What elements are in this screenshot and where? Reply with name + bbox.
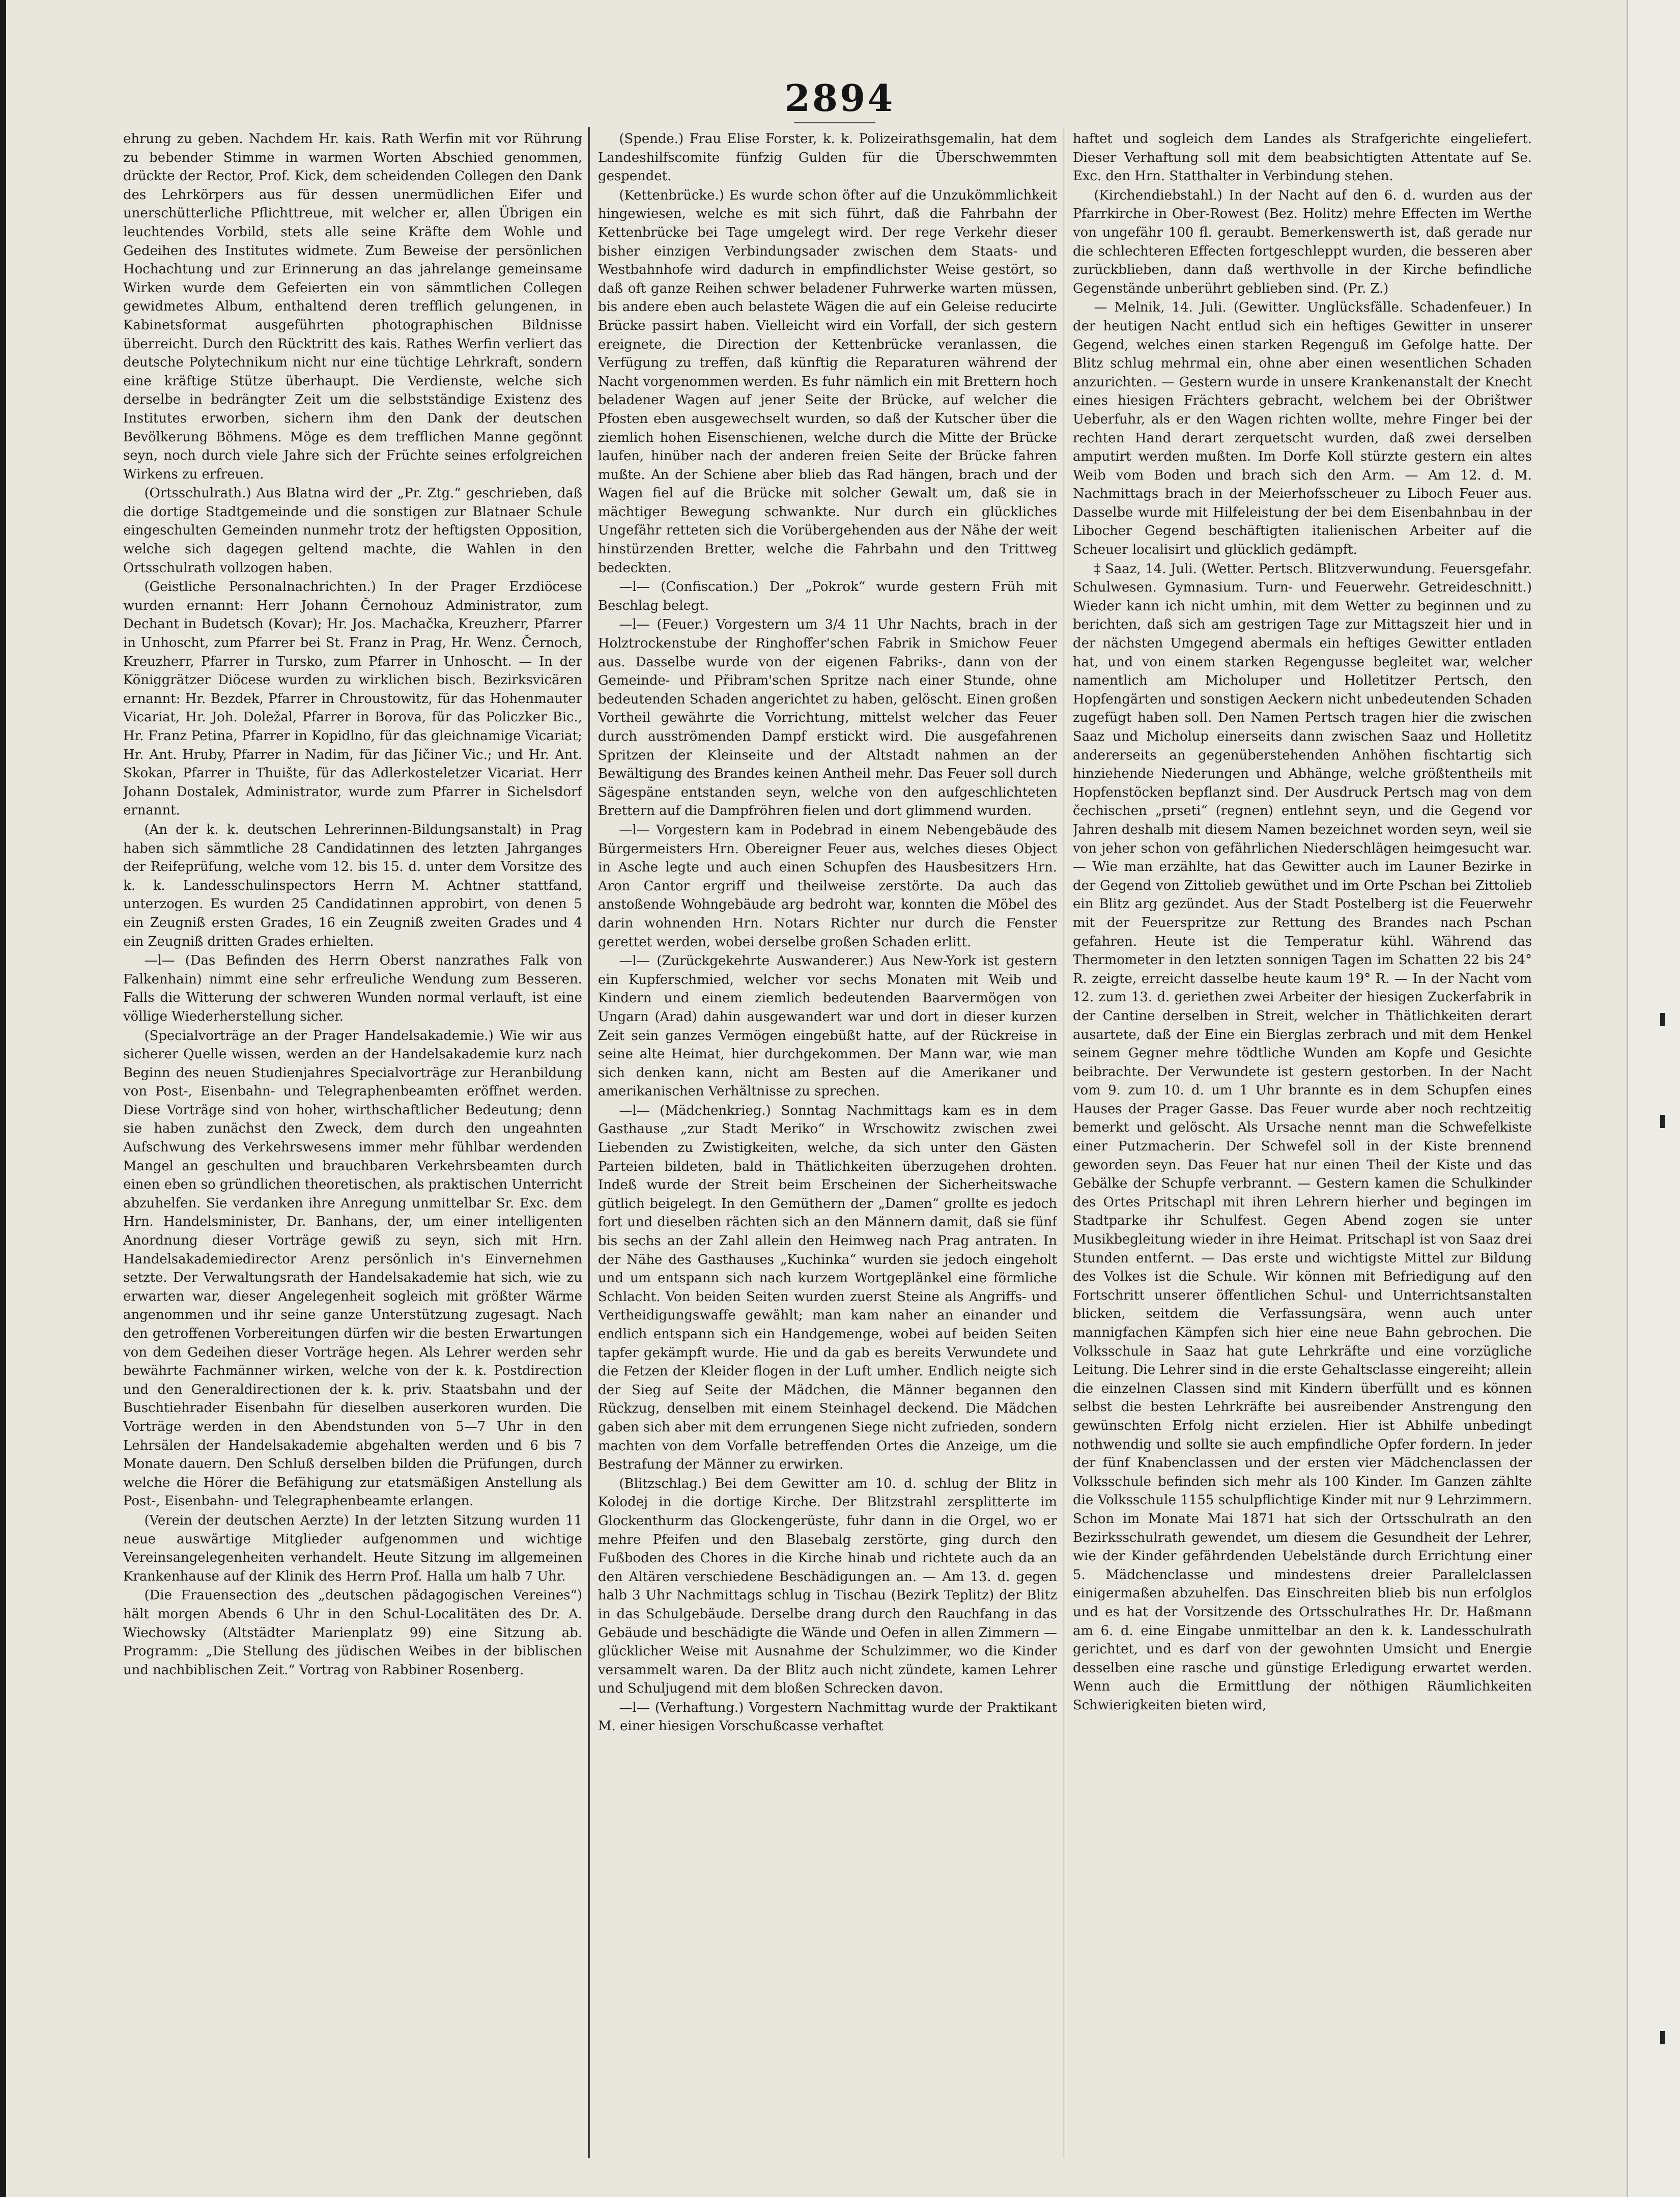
- article-paragraph: —l— (Mädchenkrieg.) Sonntag Nachmittags kam es in dem Gasthause „zur Stadt Meriko“ in Wrschowitz zwischen zwei Liebenden zu Zwistigkeiten, welche, da sich unter den Gästen Parteien bildeten, bald in Thätlichkeiten überzugehen drohten. Indeß wurde der Streit beim Erscheinen der Sicherheitswache gütlich beigelegt. In den Gemüthern der „Damen“ grollte es jedoch fort und dieselben rächten sich an den Männern damit, daß sie fünf bis sechs an der Zahl allein den Heimweg nach Prag antraten. In der Nähe des Gasthauses „Kuchinka“ wurden sie jedoch eingeholt und um entspann sich nach kurzem Wortgeplänkel eine förmliche Schlacht. Von beiden Seiten wurden zuerst Steine als Angriffs- und Vertheidigungswaffe gewählt; man kam naher an einander und endlich entspann sich ein Handgemenge, wobei auf beiden Seiten tapfer gekämpft wurde. Hie und da gab es bereits Verwundete und die Fetzen der Kleider flogen in der Luft umher. Endlich neigte sich der Sieg auf Seite der Mädchen, die Männer begannen den Rückzug, denselben mit einem Steinhagel deckend. Die Mädchen gaben sich aber mit dem errungenen Siege nicht zufrieden, sondern machten von dem Vorfalle betreffenden Ortes die Anzeige, um die Bestrafung der Männer zu erwirken.: [598, 1103, 1057, 1473]
- column-divider: [1064, 127, 1065, 2158]
- article-paragraph: —l— Vorgestern kam in Podebrad in einem Nebengebäude des Bürgermeisters Hrn. Obereigner Feuer aus, welches dieses Object in Asche legte und auch einen Schupfen des Hausbesitzers Hrn. Aron Cantor ergriff und theilweise zerstörte. Da auch das anstoßende Wohngebäude arg bedroht war, konnten die Möbel des darin wohnenden Hrn. Notars Richter nur durch die Fenster gerettet werden, wobei derselbe großen Schaden erlitt.: [598, 822, 1057, 950]
- article-paragraph: —l— (Verhaftung.) Vorgestern Nachmittag wurde der Praktikant M. einer hiesigen Vorschußcasse verhaftet: [598, 1700, 1057, 1734]
- article-paragraph: — Melnik, 14. Juli. (Gewitter. Unglücksfälle. Schadenfeuer.) In der heutigen Nacht entlud sich ein heftiges Gewitter in unserer Gegend, welches einen starken Regenguß im Gefolge hatte. Der Blitz schlug mehrmal ein, ohne aber einen wesentlichen Schaden anzurichten. — Gestern wurde in unsere Krankenanstalt der Knecht eines hiesigen Frächters gebracht, welchem bei der Obrištwer Ueberfuhr, als er den Wagen richten wollte, mehre Finger bei der rechten Hand derart zerquetscht wurden, daß zwei derselben amputirt werden mußten. Im Dorfe Koll stürzte gestern ein altes Weib vom Boden und brach sich den Arm. — Am 12. d. M. Nachmittags brach in der Meierhofsscheuer zu Liboch Feuer aus. Dasselbe wurde mit Hilfeleistung der bei dem Eisenbahnbau in der Libocher Gegend beschäftigten italienischen Arbeiter auf die Scheuer localisirt und glücklich gedämpft.: [1073, 300, 1532, 558]
- edge-mark: [1660, 1013, 1665, 1026]
- article-paragraph: (An der k. k. deutschen Lehrerinnen-Bildungsanstalt) in Prag haben sich sämmtliche 28 Candidatinnen des letzten Jahrganges der Reifeprüfung, welche vom 12. bis 15. d. unter dem Vorsitze des k. k. Landesschulinspectors Herrn M. Achtner stattfand, unterzogen. Es wurden 25 Candidatinnen approbirt, von denen 5 ein Zeugniß ersten Grades, 16 ein Zeugniß zweiten Grades und 4 ein Zeugniß dritten Grades erhielten.: [123, 822, 582, 949]
- column-2: [598, 130, 1057, 2156]
- article-paragraph: —l— (Confiscation.) Der „Pokrok“ wurde gestern Früh mit Beschlag belegt.: [598, 579, 1057, 613]
- article-paragraph: haftet und sogleich dem Landes als Strafgerichte eingeliefert. Dieser Verhaftung soll mit dem beabsichtigten Attentate auf Se. Exc. den Hrn. Statthalter in Verbindung stehen.: [1073, 131, 1532, 184]
- page-number-underline: [794, 118, 875, 124]
- page-number: 2894: [784, 76, 895, 120]
- article-paragraph: (Blitzschlag.) Bei dem Gewitter am 10. d. schlug der Blitz in Kolodej in die dortige Kirche. Der Blitzstrahl zersplitterte im Glockenthurm das Glockengerüste, fuhr dann in die Orgel, wo er mehre Pfeifen und den Blasebalg zerstörte, ging durch den Fußboden des Chores in die Kirche hinab und richtete auch da an den Altären verschiedene Beschädigungen an. — Am 13. d. gegen halb 3 Uhr Nachmittags schlug in Tischau (Bezirk Teplitz) der Blitz in das Schulgebäude. Derselbe drang durch den Rauchfang in das Gebäude und beschädigte die Wände und Oefen in allen Zimmern — glücklicher Weise mit Ausnahme der Schulzimmer, wo die Kinder versammelt waren. Da der Blitz auch nicht zündete, kamen Lehrer und Schuljugend mit dem bloßen Schrecken davon.: [598, 1476, 1057, 1697]
- article-paragraph: (Verein der deutschen Aerzte) In der letzten Sitzung wurden 11 neue auswärtige Mitglieder aufgenommen und wichtige Vereinsangelegenheiten verhandelt. Heute Sitzung im allgemeinen Krankenhause auf der Klinik des Herrn Prof. Halla um halb 7 Uhr.: [123, 1512, 582, 1584]
- column-1: [123, 130, 582, 2156]
- article-paragraph: (Spende.) Frau Elise Forster, k. k. Polizeirathsgemalin, hat dem Landeshilfscomite fünfzig Gulden für die Überschwemmten gespendet.: [598, 131, 1057, 184]
- article-paragraph: (Geistliche Personalnachrichten.) In der Prager Erzdiöcese wurden ernannt: Herr Johann Černohouz Administrator, zum Dechant in Budetsch (Kovar); Hr. Jos. Machačka, Kreuzherr, Pfarrer in Unhoscht, zum Pfarrer bei St. Franz in Prag, Hr. Wenz. Černoch, Kreuzherr, Pfarrer in Tursko, zum Pfarrer in Unhoscht. — In der Königgrätzer Diöcese wurden zu wirklichen bisch. Bezirksvicären ernannt: Hr. Bezdek, Pfarrer in Chroustowitz, für das Hohenmauter Vicariat, Hr. Joh. Doležal, Pfarrer in Borova, für das Policzker Bic., Hr. Franz Petina, Pfarrer in Kopidlno, für das gleichnamige Vicariat; Hr. Ant. Hruby, Pfarrer in Nadim, für das Jičiner Vic.; und Hr. Ant. Skokan, Pfarrer in Thuište, für das Adlerkosteletzer Vicariat. Herr Johann Dostalek, Administrator, wurde zum Pfarrer in Sichelsdorf ernannt.: [123, 579, 582, 819]
- article-paragraph: (Ortsschulrath.) Aus Blatna wird der „Pr. Ztg.“ geschrieben, daß die dortige Stadtgemeinde und die sonstigen zur Blatnaer Schule eingeschulten Gemeinden nunmehr trotz der heftigsten Opposition, welche sich dagegen geltend machte, die Wahlen in den Ortsschulrath vollzogen haben.: [123, 486, 582, 576]
- article-paragraph: —l— (Das Befinden des Herrn Oberst nanzrathes Falk von Falkenhain) nimmt eine sehr erfreuliche Wendung zum Besseren. Falls die Witterung der schweren Wunden normal verlauft, ist eine völlige Wiederherstellung sicher.: [123, 953, 582, 1024]
- article-paragraph: ehrung zu geben. Nachdem Hr. kais. Rath Werfin mit vor Rührung zu bebender Stimme in warmen Worten Abschied genommen, drückte der Rector, Prof. Kick, dem scheidenden Collegen den Dank des Lehrkörpers aus für dessen unermüdlichen Eifer und unerschütterliche Pflichttreue, mit welcher er, allen Übrigen ein leuchtendes Vorbild, stets alle seine Kräfte dem Wohle und Gedeihen des Institutes widmete. Zum Beweise der persönlichen Hochachtung und zur Erinnerung an das jahrelange gemeinsame Wirken wurde dem Gefeierten ein von sämmtlichen Collegen gewidmetes Album, enthaltend deren trefflich gelungenen, in Kabinetsformat ausgeführten photographischen Bildnisse überreicht. Durch den Rücktritt des kais. Rathes Werfin verliert das deutsche Polytechnikum nicht nur eine tüchtige Lehrkraft, sondern eine kräftige Stütze überhaupt. Die Verdienste, welche sich derselbe in bedrängter Zeit um die selbstständige Existenz des Institutes erworben, sichern ihm den Dank der deutschen Bevölkerung Böhmens. Möge es dem trefflichen Manne gegönnt seyn, noch durch viele Jahre sich der Früchte seines erfolgreichen Wirkens zu erfreuen.: [123, 131, 582, 482]
- article-paragraph: —l— (Feuer.) Vorgestern um 3/4 11 Uhr Nachts, brach in der Holztrockenstube der Ringhoffer'schen Fabrik in Smichow Feuer aus. Dasselbe wurde von der eigenen Fabriks-, dann von der Gemeinde- und Přibram'schen Spritze nach einer Stunde, ohne bedeutenden Schaden angerichtet zu haben, gelöscht. Einen großen Vortheil gewährte die Vorrichtung, mittelst welcher das Feuer durch ausströmenden Dampf erstickt wird. Die ausgefahrenen Spritzen der Kleinseite und der Altstadt nahmen an der Bewältigung des Brandes keinen Antheil mehr. Das Feuer soll durch Sägespäne entstanden seyn, welche von den aufgeschlichteten Brettern auf die Dampfröhren fielen und dort glimmend wurden.: [598, 617, 1057, 819]
- article-paragraph: (Specialvorträge an der Prager Handelsakademie.) Wie wir aus sicherer Quelle wissen, werden an der Handelsakademie kurz nach Beginn des neuen Studienjahres Specialvorträge zur Heranbildung von Post-, Eisenbahn- und Telegraphenbeamten eröffnet werden. Diese Vorträge sind von hoher, wirthschaftlicher Bedeutung; denn sie haben zunächst den Zweck, dem durch den ungeahnten Aufschwung des Verkehrswesens immer mehr fühlbar werdenden Mangel an geschulten und brauchbaren Verkehrsbeamten durch einen eben so gründlichen theoretischen, als praktischen Unterricht abzuhelfen. Sie verdanken ihre Anregung unmittelbar Sr. Exc. dem Hrn. Handelsminister, Dr. Banhans, der, um einer intelligenten Anordnung dieser Vorträge gewiß zu seyn, sich mit Hrn. Handelsakademiedirector Arenz persönlich in's Einvernehmen setzte. Der Verwaltungsrath der Handelsakademie hat sich, wie zu erwarten war, dieser Angelegenheit sogleich mit größter Wärme angenommen und ihr seine ganze Unterstützung zugesagt. Nach den getroffenen Vorbereitungen dürfen wir die besten Erwartungen von dem Gedeihen dieser Vorträge hegen. Als Lehrer werden sehr bewährte Fachmänner wirken, welche von der k. k. Postdirection und den Generaldirectionen der k. k. priv. Staatsbahn und der Buschtiehrader Eisenbahn für dieselben auserkoren wurden. Die Vorträge werden in den Abendstunden von 5—7 Uhr in den Lehrsälen der Handelsakademie abgehalten werden und 6 bis 7 Monate dauern. Den Schluß derselben bilden die Prüfungen, durch welche die Hörer die Befähigung zur etatsmäßigen Anstellung als Post-, Eisenbahn- und Telegraphenbeamte erlangen.: [123, 1028, 582, 1509]
- column-3: [1073, 130, 1532, 2156]
- article-paragraph: ‡ Saaz, 14. Juli. (Wetter. Pertsch. Blitzverwundung. Feuersgefahr. Schulwesen. Gymnasium. Turn- und Feuerwehr. Getreideschnitt.) Wieder kann ich nicht umhin, mit dem Wetter zu beginnen und zu berichten, daß sich am gestrigen Tage zur Mittagszeit hier und in der nächsten Umgegend abermals ein heftiges Gewitter entladen hat, und von einem starken Regengusse begleitet war, welcher namentlich am Micholuper und Holletitzer Pertsch, den Hopfengärten und sonstigen Aeckern nicht unbedeutenden Schaden zugefügt haben soll. Den Namen Pertsch tragen hier die zwischen Saaz und Micholup einerseits dann zwischen Saaz und Holletitz andererseits an gegenüberstehenden Anhöhen fischtartig sich hinziehende Niederungen und Abhänge, welche größtentheils mit Hopfenstöcken bepflanzt sind. Der Ausdruck Pertsch mag von dem čechischen „prseti“ (regnen) entlehnt seyn, und die Gegend vor Jahren deshalb mit diesem Namen bezeichnet worden seyn, weil sie von jeher schon von gefährlichen Niederschlägen heimgesucht war. — Wie man erzählte, hat das Gewitter auch im Launer Bezirke in der Gegend von Zittolieb gewüthet und im Orte Pschan bei Zittolieb ein Blitz arg gezündet. Aus der Stadt Postelberg ist die Feuerwehr mit der Feuerspritze zur Rettung des Brandes nach Pschan gefahren. Heute ist die Temperatur kühl. Während das Thermometer in den letzten sonnigen Tagen im Schatten 22 bis 24° R. zeigte, erreicht dasselbe heute kaum 19° R. — In der Nacht vom 12. zum 13. d. geriethen zwei Arbeiter der hiesigen Zuckerfabrik in der Cantine derselben in Streit, welcher in Thätlichkeiten derart ausartete, daß der Eine ein Bierglas zerbrach und mit dem Henkel seinem Gegner mehre tödtliche Wunden am Kopfe und Gesichte beibrachte. Der Verwundete ist gestern gestorben. In der Nacht vom 9. zum 10. d. um 1 Uhr brannte es in dem Schupfen eines Hauses der Prager Gasse. Das Feuer wurde aber noch rechtzeitig bemerkt und gelöscht. Als Ursache nennt man die Schwefelkiste einer Putzmacherin. Der Schwefel soll in der Kiste brennend geworden seyn. Das Feuer hat nur einen Theil der Kiste und das Gebälke der Schupfe verbrannt. — Gestern kamen die Schulkinder des Ortes Pritschapl mit ihren Lehrern hierher und begingen im Stadtparke ihr Schulfest. Gegen Abend zogen sie unter Musikbegleitung wieder in ihre Heimat. Pritschapl ist von Saaz drei Stunden entfernt. — Das erste und wichtigste Mittel zur Bildung des Volkes ist die Schule. Wir können mit Befriedigung auf den Fortschritt unserer öffentlichen Schul- und Unterrichtsanstalten blicken, seitdem die Verfassungsära, wenn auch unter mannigfachen Kämpfen sich hier eine neue Bahn gebrochen. Die Volksschule in Saaz hat gute Lehrkräfte und eine vorzügliche Leitung. Die Lehrer sind in die erste Gehaltsclasse eingereiht; allein die einzelnen Classen sind mit Kindern überfüllt und es können selbst die besten Lehrkräfte bei ausreibender Anstrengung den gewünschten Erfolg nicht erzielen. Hier ist Abhilfe unbedingt nothwendig und sollte sie auch empfindliche Opfer fordern. In jeder der fünf Knabenclassen und der ersten vier Mädchenclassen der Volksschule befinden sich mehr als 100 Kinder. Im Ganzen zählte die Volksschule 1155 schulpflichtige Kinder mit nur 9 Lehrzimmern. Schon im Monate Mai 1871 hat sich der Ortsschulrath an den Bezirksschulrath gewendet, um diesem die Gesundheit der Lehrer, wie der Kinder gefährdenden Uebelstände durch Errichtung einer 5. Mädchenclasse und mindestens dreier Parallelclassen einigermaßen abzuhelfen. Das Einschreiten blieb bis nun erfolglos und es hat der Vorsitzende des Ortsschulrathes Hr. Dr. Haßmann am 6. d. eine Eingabe unmittelbar an den k. k. Landesschulrath gerichtet, und es darf von der gewohnten Umsicht und Energie desselben eine rasche und günstige Erledigung erwartet werden. Wenn auch die Ermittlung der nöthigen Räumlichkeiten Schwierigkeiten bieten wird,: [1073, 561, 1532, 1713]
- adjacent-page-strip: [1627, 0, 1680, 2197]
- article-paragraph: (Kirchendiebstahl.) In der Nacht auf den 6. d. wurden aus der Pfarrkirche in Ober-Rowest (Bez. Holitz) mehre Effecten im Werthe von ungefähr 100 fl. geraubt. Bemerkenswerth ist, daß gerade nur die schlechteren Effecten fortgeschleppt wurden, die besseren aber zurückblieben, dann daß werthvolle in der Kirche befindliche Gegenstände unberührt geblieben sind. (Pr. Z.): [1073, 187, 1532, 296]
- edge-mark: [1660, 1115, 1665, 1128]
- article-paragraph: (Kettenbrücke.) Es wurde schon öfter auf die Unzukömmlichkeit hingewiesen, welche es mit sich führt, daß die Fahrbahn der Kettenbrücke bei Tage umgelegt wird. Der rege Verkehr dieser bisher einzigen Verbindungsader zwischen dem Staats- und Westbahnhofe wird dadurch in empfindlichster Weise gestört, so daß oft ganze Reihen schwer beladener Fuhrwerke warten müssen, bis andere eben auch belastete Wägen die auf ein Geleise reducirte Brücke passirt haben. Vielleicht wird ein Vorfall, der sich gestern ereignete, die Direction der Kettenbrücke veranlassen, die Verfügung zu treffen, daß künftig die Reparaturen während der Nacht vorgenommen werden. Es fuhr nämlich ein mit Brettern hoch beladener Wagen auf jener Seite der Brücke, auf welcher die Pfosten eben ausgewechselt wurden, so daß der Kutscher über die ziemlich hohen Eisenschienen, welche durch die Mitte der Brücke laufen, hinüber nach der anderen freien Seite der Brücke fahren mußte. An der Schiene aber blieb das Rad hängen, brach und der Wagen fiel auf die Brücke mit solcher Gewalt um, daß sie in mächtiger Bewegung schwankte. Nur durch ein glückliches Ungefähr retteten sich die Vorübergehenden aus der Nähe der weit hinstürzenden Bretter, welche die Fahrbahn und den Trittweg bedeckten.: [598, 187, 1057, 576]
- article-paragraph: —l— (Zurückgekehrte Auswanderer.) Aus New-York ist gestern ein Kupferschmied, welcher vor sechs Monaten mit Weib und Kindern und einem ziemlich bedeutenden Baarvermögen von Ungarn (Arad) dahin ausgewandert war und dort in dieser kurzen Zeit sein ganzes Vermögen eingebüßt hatte, auf der Rückreise in seine alte Heimat, hier durchgekommen. Der Mann war, wie man sich denken kann, nicht am Besten auf die Amerikaner und amerikanischen Verhältnisse zu sprechen.: [598, 953, 1057, 1100]
- column-divider: [588, 127, 590, 2158]
- edge-mark: [1660, 2031, 1665, 2044]
- article-paragraph: (Die Frauensection des „deutschen pädagogischen Vereines“) hält morgen Abends 6 Uhr in den Schul-Localitäten des Dr. A. Wiechowsky (Altstädter Marienplatz 99) eine Sitzung ab. Programm: „Die Stellung des jüdischen Weibes in der biblischen und nachbiblischen Zeit.“ Vortrag von Rabbiner Rosenberg.: [123, 1588, 582, 1678]
